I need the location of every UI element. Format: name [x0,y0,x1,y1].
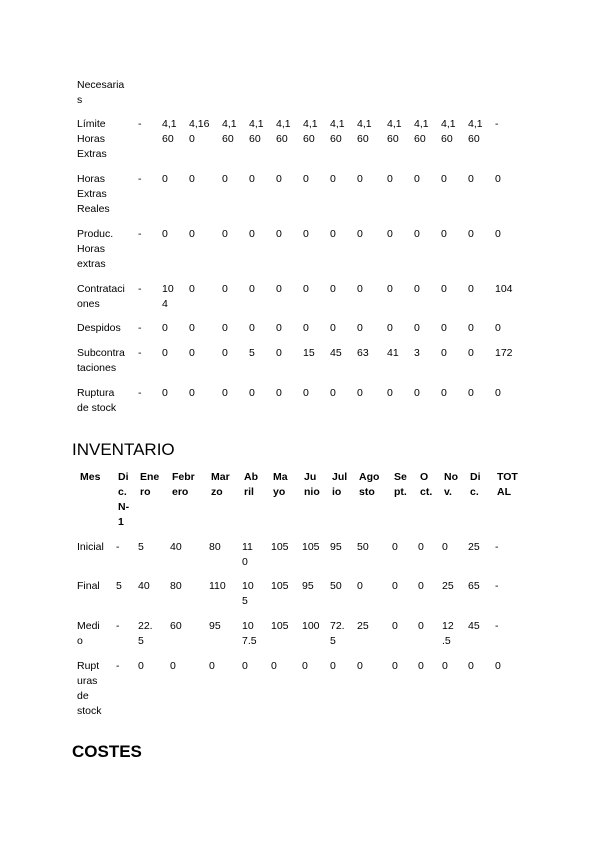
inventario-cell: 0 [330,660,336,672]
inventario-cell: - [116,541,120,553]
inventario-cell: 11 0 [242,541,253,568]
inventario-cell: 0 [357,660,363,672]
inventario-cell: - [116,620,120,632]
production-cell: 0 [468,228,474,240]
production-cell: 0 [303,387,309,399]
inventario-cell: 0 [418,541,424,553]
production-cell: 10 4 [162,283,174,310]
inventario-cell: 0 [392,541,398,553]
production-cell: 0 [189,322,195,334]
production-cell: - [138,387,142,399]
inventario-header-cell: Mes [80,471,101,483]
inventario-cell: 0 [271,660,277,672]
production-cell: - [138,347,142,359]
inventario-cell: 0 [209,660,215,672]
inventario-header-cell: O ct. [420,471,433,498]
production-cell: 0 [357,228,363,240]
production-cell: 0 [222,173,228,185]
production-cell: 0 [222,283,228,295]
production-cell: 0 [357,322,363,334]
inventario-row-label: Rupt uras de stock [77,660,102,717]
production-cell: - [495,118,499,130]
inventario-cell: - [495,620,499,632]
production-cell: 0 [468,322,474,334]
production-cell: 0 [414,387,420,399]
inventario-header-cell: Di c. [470,471,481,498]
production-cell: 0 [276,228,282,240]
inventario-cell: 0 [442,660,448,672]
inventario-cell: 0 [138,660,144,672]
production-cell: 4,1 60 [330,118,345,145]
production-cell: 0 [357,173,363,185]
inventario-cell: 50 [357,541,369,553]
production-cell: 0 [162,228,168,240]
inventario-cell: 95 [330,541,342,553]
inventario-cell: 0 [302,660,308,672]
inventario-cell: 100 [302,620,320,632]
inventario-row-label: Inicial [77,541,104,553]
production-cell: 172 [495,347,513,359]
production-row-label: Límite Horas Extras [77,118,107,160]
production-cell: 0 [441,283,447,295]
inventario-cell: 95 [302,580,314,592]
production-cell: 0 [441,173,447,185]
production-row-label: Contrataci ones [77,283,125,310]
production-cell: 0 [387,322,393,334]
inventario-cell: 45 [468,620,480,632]
production-cell: 0 [249,283,255,295]
production-cell: 0 [495,173,501,185]
production-cell: 4,1 60 [249,118,264,145]
inventario-cell: 0 [468,660,474,672]
production-cell: 0 [276,322,282,334]
production-cell: 0 [414,228,420,240]
production-cell: 0 [162,173,168,185]
production-cell: 45 [330,347,342,359]
inventario-cell: 10 7.5 [242,620,257,647]
production-cell: 0 [357,283,363,295]
production-cell: 0 [249,387,255,399]
inventario-cell: 0 [357,580,363,592]
production-cell: 0 [249,322,255,334]
production-row-label: Ruptura de stock [77,387,117,414]
inventario-row-label: Final [77,580,100,592]
production-cell: 15 [303,347,315,359]
production-cell: 0 [303,283,309,295]
production-cell: 41 [387,347,399,359]
production-cell: 4,1 60 [222,118,237,145]
inventario-cell: - [495,541,499,553]
production-cell: - [138,322,142,334]
production-cell: 0 [330,387,336,399]
inventario-cell: 60 [170,620,182,632]
production-cell: 4,1 60 [303,118,318,145]
production-cell: 0 [249,173,255,185]
inventario-cell: 40 [170,541,182,553]
inventario-cell: 0 [392,620,398,632]
production-cell: 4,1 60 [357,118,372,145]
production-cell: 0 [468,347,474,359]
production-cell: 4,1 60 [468,118,483,145]
production-cell: 0 [495,322,501,334]
production-cell: 4,16 0 [189,118,210,145]
production-cell: 0 [189,283,195,295]
production-cell: - [138,118,142,130]
production-cell: 0 [330,228,336,240]
inventario-cell: 105 [302,541,320,553]
production-cell: 0 [357,387,363,399]
inventario-cell: 12 .5 [442,620,454,647]
production-cell: 4,1 60 [441,118,456,145]
inventario-cell: 0 [392,580,398,592]
production-cell: 3 [414,347,420,359]
inventario-cell: 95 [209,620,221,632]
production-cell: 0 [495,387,501,399]
production-cell: - [138,283,142,295]
inventario-cell: 22. 5 [138,620,153,647]
production-cell: 63 [357,347,369,359]
production-cell: - [138,228,142,240]
production-cell: 0 [441,322,447,334]
inventario-cell: 0 [418,620,424,632]
section-heading-costes: COSTES [72,742,142,761]
inventario-cell: - [116,660,120,672]
inventario-cell: 0 [242,660,248,672]
inventario-cell: - [495,580,499,592]
production-cell: 0 [162,387,168,399]
inventario-cell: 80 [209,541,221,553]
production-cell: 0 [387,228,393,240]
production-cell: 0 [330,322,336,334]
inventario-header-cell: Jul io [332,471,348,498]
inventario-header-cell: Ma yo [273,471,288,498]
production-cell: 0 [414,173,420,185]
production-cell: 0 [162,347,168,359]
production-cell: 0 [414,322,420,334]
inventario-cell: 5 [116,580,122,592]
production-cell: 0 [276,283,282,295]
inventario-header-cell: Ene ro [140,471,160,498]
production-row-label: Produc. Horas extras [77,228,114,270]
production-cell: 0 [441,228,447,240]
production-cell: 0 [303,173,309,185]
production-cell: 0 [387,283,393,295]
inventario-cell: 105 [271,580,289,592]
inventario-cell: 25 [357,620,369,632]
inventario-cell: 0 [418,660,424,672]
production-cell: 0 [276,173,282,185]
production-cell: 0 [222,387,228,399]
production-cell: 5 [249,347,255,359]
inventario-cell: 0 [442,541,448,553]
inventario-cell: 25 [442,580,454,592]
production-cell: 0 [189,387,195,399]
production-cell: 0 [222,228,228,240]
inventario-cell: 0 [392,660,398,672]
production-cell: 0 [330,173,336,185]
production-cell: 0 [468,283,474,295]
production-cell: 0 [222,347,228,359]
production-cell: 0 [303,228,309,240]
inventario-cell: 5 [138,541,144,553]
production-row-label: Subcontra taciones [77,347,125,374]
production-cell: 4,1 60 [414,118,429,145]
production-row-label: Necesaria s [77,79,125,106]
production-cell: 0 [414,283,420,295]
production-cell: 0 [387,387,393,399]
inventario-cell: 110 [209,580,226,592]
inventario-header-cell: Di c. N- 1 [118,471,130,528]
production-cell: 0 [222,322,228,334]
inventario-cell: 40 [138,580,150,592]
production-cell: 0 [330,283,336,295]
inventario-cell: 10 5 [242,580,254,607]
production-cell: 0 [162,322,168,334]
production-cell: 0 [189,173,195,185]
production-cell: 0 [276,347,282,359]
production-cell: 0 [441,347,447,359]
production-cell: 0 [189,347,195,359]
inventario-header-cell: No v. [444,471,458,498]
inventario-cell: 80 [170,580,182,592]
inventario-header-cell: Ago sto [359,471,380,498]
production-cell: 104 [495,283,513,295]
inventario-header-cell: Se pt. [394,471,407,498]
inventario-header-cell: Mar zo [211,471,230,498]
production-cell: 0 [276,387,282,399]
production-cell: 0 [468,173,474,185]
production-cell: 0 [249,228,255,240]
production-cell: 0 [468,387,474,399]
inventario-header-cell: TOT AL [497,471,518,498]
production-cell: 4,1 60 [387,118,402,145]
section-heading-inventario: INVENTARIO [72,440,175,459]
production-cell: - [138,173,142,185]
inventario-cell: 72. 5 [330,620,345,647]
inventario-header-cell: Ab ril [244,471,258,498]
inventario-cell: 0 [495,660,501,672]
inventario-cell: 105 [271,541,289,553]
inventario-cell: 65 [468,580,480,592]
production-cell: 0 [387,173,393,185]
inventario-cell: 105 [271,620,289,632]
production-cell: 0 [189,228,195,240]
production-cell: 0 [495,228,501,240]
production-row-label: Despidos [77,322,121,334]
inventario-cell: 0 [418,580,424,592]
production-cell: 0 [303,322,309,334]
production-cell: 4,1 60 [162,118,177,145]
inventario-cell: 50 [330,580,342,592]
inventario-cell: 0 [170,660,176,672]
production-cell: 4,1 60 [276,118,291,145]
inventario-row-label: Medi o [77,620,100,647]
production-cell: 0 [441,387,447,399]
production-row-label: Horas Extras Reales [77,173,110,215]
inventario-header-cell: Febr ero [172,471,195,498]
inventario-cell: 25 [468,541,480,553]
inventario-header-cell: Ju nio [304,471,320,498]
